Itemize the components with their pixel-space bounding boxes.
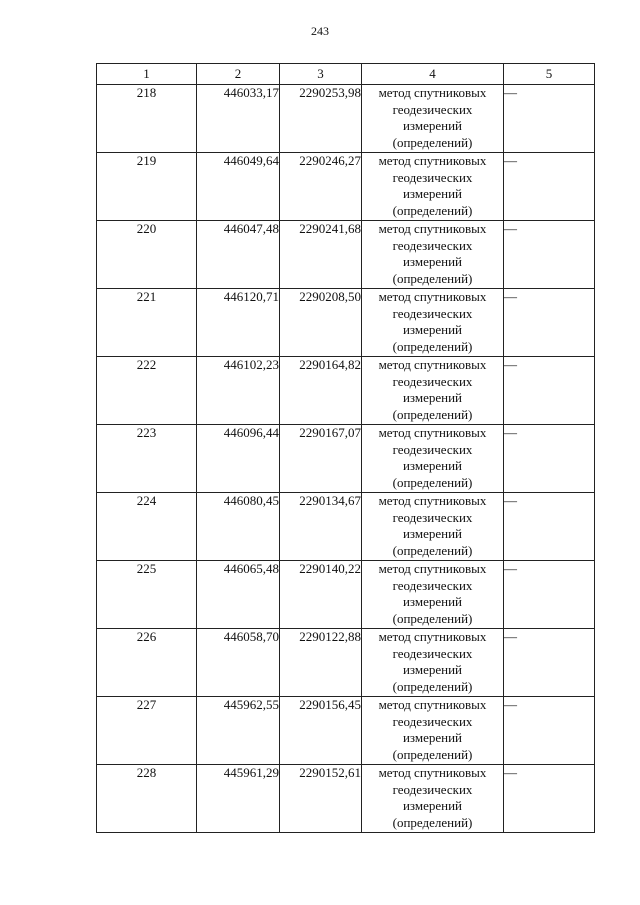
method-line: (определений) — [392, 746, 473, 762]
note-cell — [504, 221, 595, 289]
note-dash: — — [504, 425, 517, 440]
method-line: метод спутниковых — [378, 85, 487, 100]
method-line: геодезических — [392, 645, 473, 661]
method-line: (определений) — [392, 134, 473, 150]
x-coordinate-cell: 446065,48 — [197, 561, 280, 629]
y-coordinate-cell: 2290241,68 — [280, 221, 362, 289]
method-line: метод спутниковых — [378, 629, 487, 644]
method-line: метод спутниковых — [378, 357, 487, 372]
method-line: геодезических — [392, 509, 473, 525]
note-dash: — — [504, 85, 517, 100]
method-line: измерений — [402, 798, 463, 813]
note-dash: — — [504, 697, 517, 712]
y-coordinate-cell: 2290152,61 — [280, 765, 362, 833]
table-body — [97, 85, 595, 833]
y-coordinate-cell: 2290208,50 — [280, 289, 362, 357]
note-cell — [504, 289, 595, 357]
x-coordinate-cell: 446058,70 — [197, 629, 280, 697]
x-coordinate-cell: 446033,17 — [197, 85, 280, 153]
x-coordinate-cell: 445961,29 — [197, 765, 280, 833]
note-cell — [504, 561, 595, 629]
method-line: (определений) — [392, 202, 473, 218]
note-cell — [504, 493, 595, 561]
header-cell-5: 5 — [504, 64, 595, 85]
point-number-cell: 219 — [97, 153, 197, 221]
y-coordinate-cell: 2290156,45 — [280, 697, 362, 765]
point-number-cell: 223 — [97, 425, 197, 493]
point-number-cell: 218 — [97, 85, 197, 153]
note-cell — [504, 85, 595, 153]
table-row — [97, 629, 595, 697]
y-coordinate-cell: 2290164,82 — [280, 357, 362, 425]
method-line: метод спутниковых — [378, 493, 487, 508]
header-cell-4: 4 — [362, 64, 504, 85]
method-line: геодезических — [392, 713, 473, 729]
x-coordinate-cell: 446049,64 — [197, 153, 280, 221]
table-row — [97, 493, 595, 561]
method-line: (определений) — [392, 610, 473, 626]
method-line: геодезических — [392, 441, 473, 457]
method-line: (определений) — [392, 814, 473, 830]
note-dash: — — [504, 493, 517, 508]
point-number-cell: 220 — [97, 221, 197, 289]
note-dash: — — [504, 289, 517, 304]
point-number-cell: 225 — [97, 561, 197, 629]
method-line: измерений — [402, 118, 463, 133]
note-cell — [504, 425, 595, 493]
method-cell — [362, 221, 504, 289]
point-number-cell: 228 — [97, 765, 197, 833]
method-line: геодезических — [392, 305, 473, 321]
note-dash: — — [504, 629, 517, 644]
x-coordinate-cell: 446047,48 — [197, 221, 280, 289]
x-coordinate-cell: 446096,44 — [197, 425, 280, 493]
method-cell — [362, 357, 504, 425]
method-line: измерений — [402, 186, 463, 201]
header-cell-1: 1 — [97, 64, 197, 85]
table-row — [97, 561, 595, 629]
note-dash: — — [504, 561, 517, 576]
point-number-cell: 224 — [97, 493, 197, 561]
note-cell — [504, 697, 595, 765]
table-row — [97, 697, 595, 765]
method-cell — [362, 85, 504, 153]
table-row — [97, 153, 595, 221]
header-cell-3: 3 — [280, 64, 362, 85]
method-line: геодезических — [392, 101, 473, 117]
table-row — [97, 357, 595, 425]
method-line: измерений — [402, 458, 463, 473]
method-line: измерений — [402, 730, 463, 745]
note-cell — [504, 629, 595, 697]
method-line: метод спутниковых — [378, 221, 487, 236]
x-coordinate-cell: 446080,45 — [197, 493, 280, 561]
method-cell — [362, 697, 504, 765]
method-cell — [362, 629, 504, 697]
x-coordinate-cell: 446102,23 — [197, 357, 280, 425]
method-cell — [362, 493, 504, 561]
note-cell — [504, 357, 595, 425]
method-line: измерений — [402, 594, 463, 609]
header-cell-2: 2 — [197, 64, 280, 85]
table-row — [97, 85, 595, 153]
table-row — [97, 289, 595, 357]
x-coordinate-cell: 446120,71 — [197, 289, 280, 357]
method-cell — [362, 765, 504, 833]
method-cell — [362, 561, 504, 629]
y-coordinate-cell: 2290246,27 — [280, 153, 362, 221]
table-row — [97, 425, 595, 493]
table-row — [97, 221, 595, 289]
method-line: метод спутниковых — [378, 425, 487, 440]
method-line: (определений) — [392, 474, 473, 490]
note-cell — [504, 765, 595, 833]
method-cell — [362, 153, 504, 221]
y-coordinate-cell: 2290253,98 — [280, 85, 362, 153]
y-coordinate-cell: 2290134,67 — [280, 493, 362, 561]
method-line: (определений) — [392, 406, 473, 422]
method-line: (определений) — [392, 270, 473, 286]
x-coordinate-cell: 445962,55 — [197, 697, 280, 765]
header-row — [97, 64, 595, 85]
method-cell — [362, 289, 504, 357]
method-line: геодезических — [392, 237, 473, 253]
method-line: (определений) — [392, 678, 473, 694]
method-line: метод спутниковых — [378, 697, 487, 712]
method-line: геодезических — [392, 169, 473, 185]
note-cell — [504, 153, 595, 221]
note-dash: — — [504, 221, 517, 236]
note-dash: — — [504, 765, 517, 780]
point-number-cell: 222 — [97, 357, 197, 425]
y-coordinate-cell: 2290140,22 — [280, 561, 362, 629]
table-row — [97, 765, 595, 833]
y-coordinate-cell: 2290167,07 — [280, 425, 362, 493]
point-number-cell: 226 — [97, 629, 197, 697]
method-line: метод спутниковых — [378, 153, 487, 168]
method-line: измерений — [402, 254, 463, 269]
page-number: 243 — [311, 24, 329, 38]
y-coordinate-cell: 2290122,88 — [280, 629, 362, 697]
note-dash: — — [504, 357, 517, 372]
method-line: геодезических — [392, 781, 473, 797]
note-dash: — — [504, 153, 517, 168]
method-line: геодезических — [392, 577, 473, 593]
method-line: измерений — [402, 526, 463, 541]
method-line: измерений — [402, 322, 463, 337]
method-line: (определений) — [392, 338, 473, 354]
method-line: (определений) — [392, 542, 473, 558]
coordinates-table — [96, 63, 595, 833]
point-number-cell: 221 — [97, 289, 197, 357]
method-line: измерений — [402, 390, 463, 405]
method-cell — [362, 425, 504, 493]
method-line: геодезических — [392, 373, 473, 389]
point-number-cell: 227 — [97, 697, 197, 765]
method-line: метод спутниковых — [378, 561, 487, 576]
method-line: метод спутниковых — [378, 289, 487, 304]
method-line: измерений — [402, 662, 463, 677]
method-line: метод спутниковых — [378, 765, 487, 780]
